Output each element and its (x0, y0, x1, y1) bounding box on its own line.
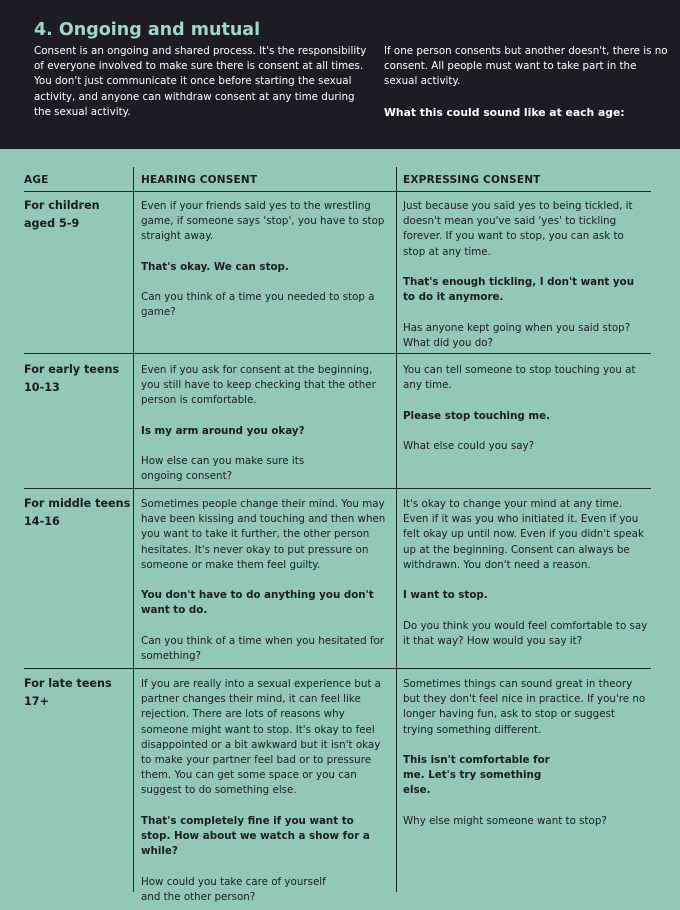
age-cell: For late teens 17+ (24, 677, 112, 708)
hearing-consent-cell: Even if you ask for consent at the beginning, you still have to keep checking that the other person is comfortable. Is my arm around you okay? How else can you make sure its ongoing consent? (141, 364, 376, 483)
age-cell: For early teens 10-13 (24, 363, 120, 394)
expressing-consent-cell: You can tell someone to stop touching you at any time. Please stop touching me. What else could you say? (403, 364, 636, 452)
column-divider (396, 167, 397, 892)
column-header-age: AGE (24, 174, 49, 186)
expressing-consent-cell: Just because you said yes to being tickled, it doesn't mean you've said 'yes' to tickling forever. If you want to stop, you can ask to stop at any time. That's enough tickling, I don't want you to do it anymore. Has anyone kept going when you said stop? What did you do? (403, 200, 635, 349)
expressing-consent-cell: Sometimes things can sound great in theory but they don't feel nice in practice. If you're no longer having fun, ask to stop or suggest trying something different. This isn't comfortable for me. Let's try something else. Why else might someone want to stop? (403, 678, 646, 827)
intro-subheading: What this could sound like at each age: (384, 106, 625, 119)
section-title: 4. Ongoing and mutual (34, 20, 261, 40)
column-header-expressing: EXPRESSING CONSENT (403, 174, 541, 186)
row-divider (24, 488, 651, 489)
intro-paragraph-right: If one person consents but another doesn't, there is no consent. All people must want to take part in the sexual activity. (384, 45, 668, 88)
section-header (0, 0, 680, 149)
age-cell: For children aged 5-9 (24, 199, 100, 230)
header-divider (24, 191, 651, 192)
hearing-consent-cell: If you are really into a sexual experience but a partner changes their mind, it can feel like rejection. There are lots of reasons why someone might want to stop. It's okay to feel disappointed or a bit awkward but it isn't okay to make your partner feel bad or to pressure them. You can get some space or you can suggest to do something else. That's completely fine if you want to stop. How about we watch a show for a while? How could you take care of yourself and the other person? (141, 678, 381, 903)
row-divider (24, 353, 651, 354)
hearing-consent-cell: Sometimes people change their mind. You may have been kissing and touching and then when you want to take it further, the other person hesitates. It's never okay to put pressure on someone or make them feel guilty. You don't have to do anything you don't want to do. Can you think of a time when you hesitated for something? (141, 498, 386, 662)
expressing-consent-cell: It's okay to change your mind at any time. Even if it was you who initiated it. Even if you felt okay up until now. Even if you didn't speak up at the beginning. Consent can always be withdrawn. You don't need a reason. I want to stop. Do you think you would feel comfortable to say it that way? How would you say it? (403, 498, 648, 647)
age-cell: For middle teens 14-16 (24, 497, 131, 528)
column-header-hearing: HEARING CONSENT (141, 174, 258, 186)
hearing-consent-cell: Even if your friends said yes to the wrestling game, if someone says 'stop', you have to stop straight away. That's okay. We can stop. Can you think of a time you needed to stop a game? (141, 200, 385, 319)
row-divider (24, 668, 651, 669)
intro-paragraph-left: Consent is an ongoing and shared process. It's the responsibility of everyone involved to make sure there is consent at all times. You don't just communicate it once before starting the sexual activity, and anyone can withdraw consent at any time during the sexual activity. (34, 45, 367, 118)
consent-table (0, 149, 680, 910)
column-divider (133, 167, 134, 892)
